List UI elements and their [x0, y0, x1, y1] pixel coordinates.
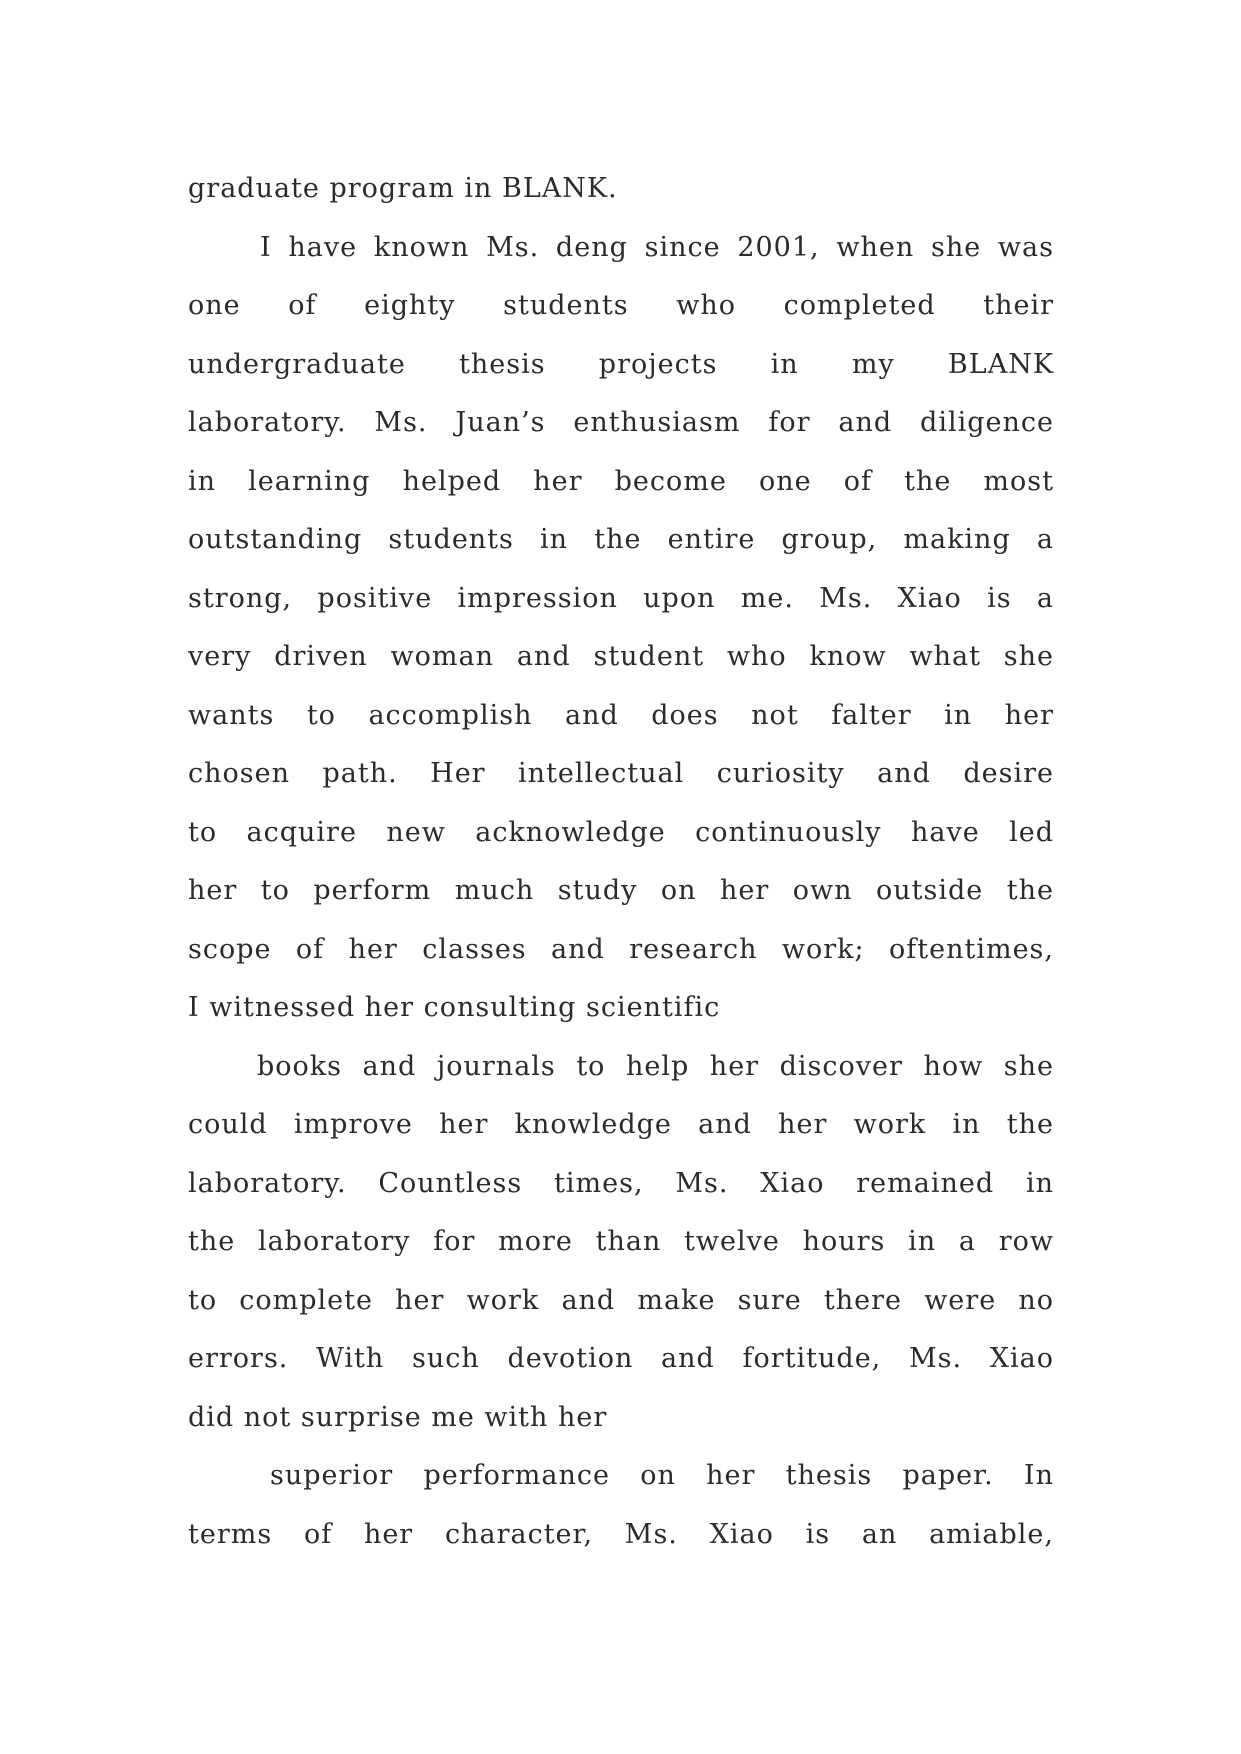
- text-line: scope of her classes and research work; oftentimes,: [188, 933, 1054, 965]
- text-line: laboratory. Ms. Juan’s enthusiasm for and diligence: [188, 407, 1054, 438]
- text-line: I have known Ms. deng since 2001, when she was: [260, 231, 1054, 263]
- text-line: terms of her character, Ms. Xiao is an amiable,: [188, 1518, 1054, 1550]
- text-line: undergraduate thesis projects in my BLANK: [188, 348, 1054, 380]
- text-line: strong, positive impression upon me. Ms. Xiao is a: [188, 582, 1054, 614]
- text-line: I witnessed her consulting scientific: [188, 992, 721, 1023]
- text-line: errors. With such devotion and fortitude, Ms. Xiao: [188, 1343, 1054, 1374]
- text-line: chosen path. Her intellectual curiosity and desire: [188, 758, 1054, 789]
- text-line: her to perform much study on her own outside the: [188, 875, 1054, 906]
- text-line: superior performance on her thesis paper. In: [270, 1460, 1054, 1491]
- text-line: did not surprise me with her: [188, 1401, 608, 1433]
- text-line: to acquire new acknowledge continuously have led: [188, 816, 1054, 848]
- text-line: the laboratory for more than twelve hours in a row: [188, 1226, 1054, 1257]
- text-line: outstanding students in the entire group, making a: [188, 524, 1054, 555]
- text-line: books and journals to help her discover how she: [257, 1050, 1054, 1082]
- text-line: could improve her knowledge and her work in the: [188, 1109, 1054, 1140]
- text-line: wants to accomplish and does not falter in her: [188, 699, 1054, 731]
- text-line: graduate program in BLANK.: [188, 173, 618, 204]
- text-line: to complete her work and make sure there were no: [188, 1284, 1054, 1316]
- letter-body: [188, 160, 1054, 1564]
- text-line: in learning helped her become one of the most: [188, 465, 1054, 497]
- text-line: laboratory. Countless times, Ms. Xiao remained in: [188, 1167, 1054, 1199]
- text-line: one of eighty students who completed their: [188, 290, 1054, 321]
- text-line: very driven woman and student who know what she: [188, 641, 1054, 672]
